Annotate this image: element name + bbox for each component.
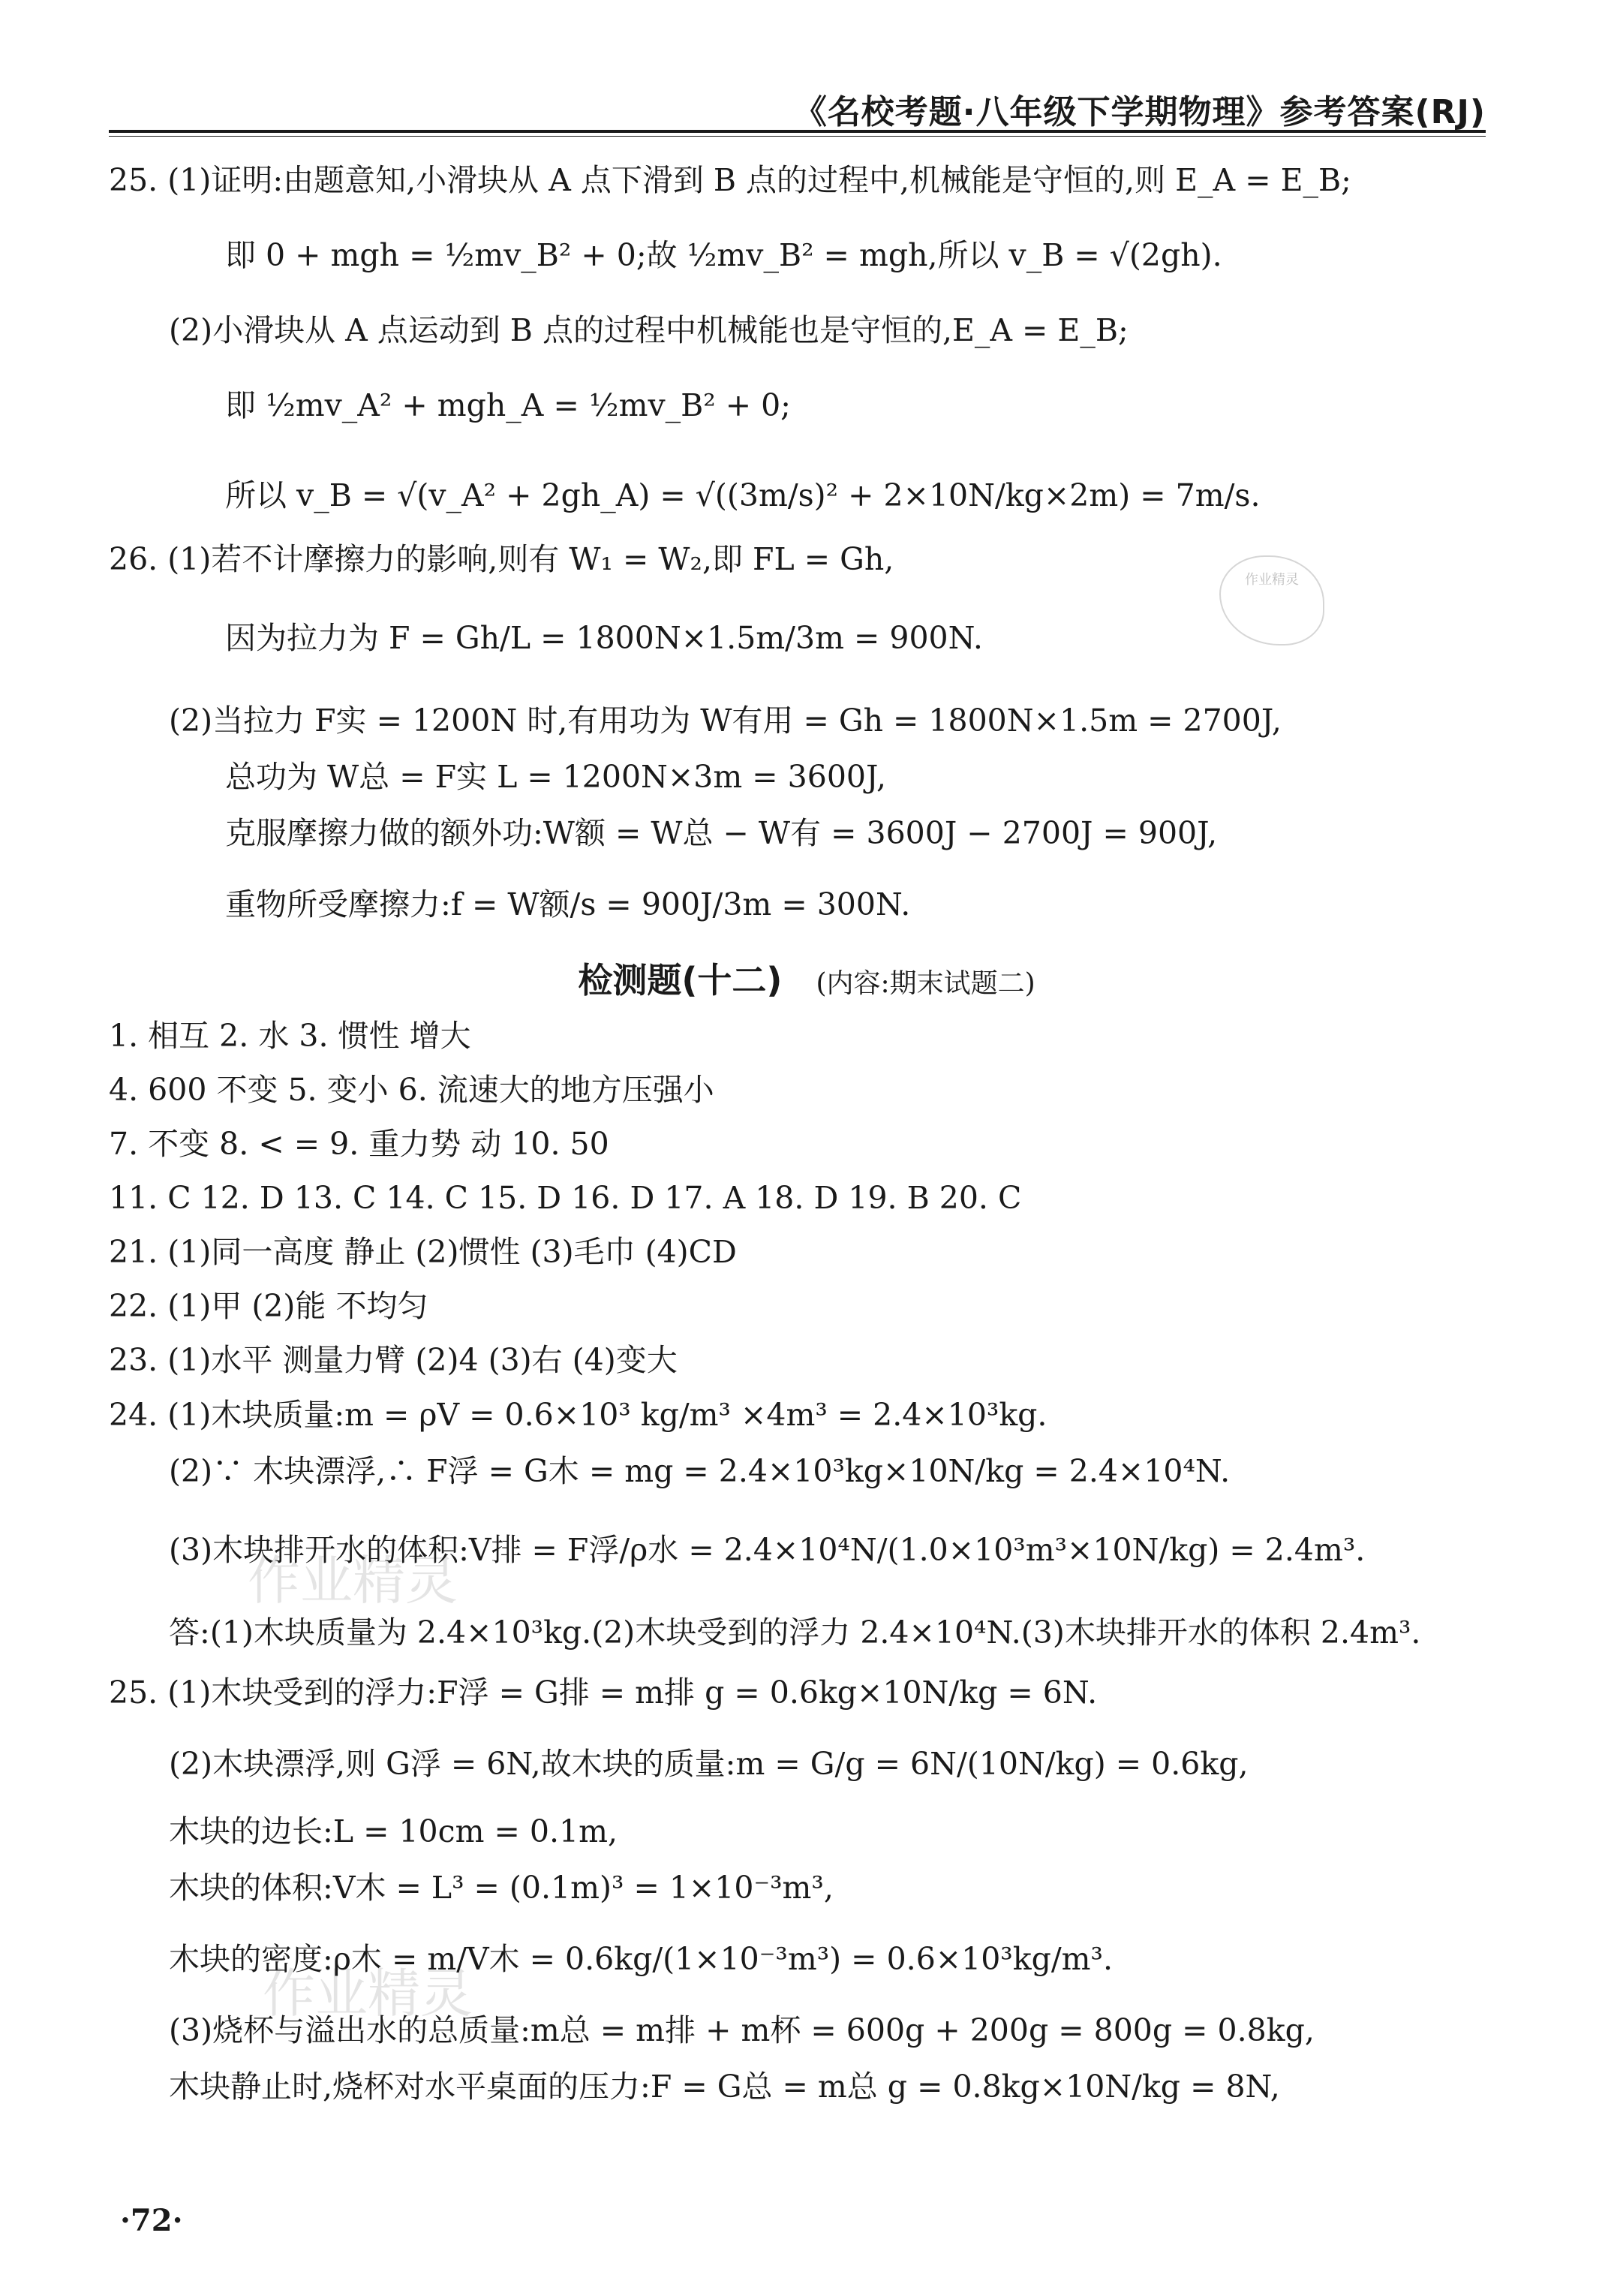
answer-line: 答:(1)木块质量为 2.4×10³kg.(2)木块受到的浮力 2.4×10⁴N.(3)木块排开水的体积 2.4m³.: [169, 1614, 1421, 1651]
answer-line: 即 0 + mgh = ½mv_B² + 0;故 ½mv_B² = mgh,所以 v_B = √(2gh).: [225, 237, 1222, 273]
answer-line: (2)小滑块从 A 点运动到 B 点的过程中机械能也是守恒的,E_A = E_B;: [169, 312, 1129, 348]
answer-line: 因为拉力为 F = Gh/L = 1800N×1.5m/3m = 900N.: [225, 620, 983, 656]
page-number: ·72·: [120, 2203, 183, 2238]
header-rule-thick: [109, 130, 1486, 133]
section-title-main: 检测题(十二): [578, 960, 783, 1001]
answer-line: 25. (1)木块受到的浮力:F浮 = G排 = m排 g = 0.6kg×10N/kg = 6N.: [109, 1675, 1098, 1711]
answer-line: 所以 v_B = √(v_A² + 2gh_A) = √((3m/s)² + 2×10N/kg×2m) = 7m/s.: [225, 477, 1261, 513]
page-header: [109, 71, 1486, 131]
answer-line: 木块的体积:V木 = L³ = (0.1m)³ = 1×10⁻³m³,: [169, 1870, 834, 1906]
answer-line: 木块的密度:ρ木 = m/V木 = 0.6kg/(1×10⁻³m³) = 0.6×10³kg/m³.: [169, 1941, 1113, 1977]
header-rule-thin: [109, 136, 1486, 137]
answer-line: 重物所受摩擦力:f = W额/s = 900J/3m = 300N.: [225, 886, 911, 922]
answer-line: 25. (1)证明:由题意知,小滑块从 A 点下滑到 B 点的过程中,机械能是守恒的,则 E_A = E_B;: [109, 162, 1351, 198]
answer-line: 22. (1)甲 (2)能 不均匀: [109, 1288, 428, 1324]
answer-line: 总功为 W总 = F实 L = 1200N×3m = 3600J,: [225, 759, 887, 795]
answer-line: 23. (1)水平 测量力臂 (2)4 (3)右 (4)变大: [109, 1342, 678, 1378]
answer-line: 木块的边长:L = 10cm = 0.1m,: [169, 1813, 618, 1849]
answer-line: 1. 相互 2. 水 3. 惯性 增大: [109, 1018, 471, 1054]
header-title: 《名校考题·八年级下学期物理》参考答案(RJ): [793, 93, 1486, 131]
answer-line: 11. C 12. D 13. C 14. C 15. D 16. D 17. A 18. D 19. B 20. C: [109, 1180, 1022, 1216]
watermark: 作业精灵: [248, 1550, 458, 1611]
answer-line: 7. 不变 8. < = 9. 重力势 动 10. 50: [109, 1126, 609, 1162]
answer-line: 26. (1)若不计摩擦力的影响,则有 W₁ = W₂,即 FL = Gh,: [109, 541, 894, 577]
answer-line: (2)木块漂浮,则 G浮 = 6N,故木块的质量:m = G/g = 6N/(10N/kg) = 0.6kg,: [169, 1746, 1249, 1782]
stamp-logo: 作业精灵: [1219, 555, 1324, 645]
answer-line: (2)∵ 木块漂浮,∴ F浮 = G木 = mg = 2.4×10³kg×10N/kg = 2.4×10⁴N.: [169, 1453, 1231, 1489]
answer-line: 24. (1)木块质量:m = ρV = 0.6×10³ kg/m³ ×4m³ = 2.4×10³kg.: [109, 1397, 1047, 1433]
watermark: 作业精灵: [263, 1963, 473, 2024]
answer-line: 4. 600 不变 5. 变小 6. 流速大的地方压强小: [109, 1072, 714, 1108]
section-title-subtitle: (内容:期末试题二): [816, 968, 1035, 999]
answer-line: (3)木块排开水的体积:V排 = F浮/ρ水 = 2.4×10⁴N/(1.0×10³m³×10N/kg) = 2.4m³.: [169, 1532, 1366, 1568]
answer-line: (3)烧杯与溢出水的总质量:m总 = m排 + m杯 = 600g + 200g = 800g = 0.8kg,: [169, 2012, 1315, 2048]
section-title: [109, 953, 1504, 1003]
answer-line: 21. (1)同一高度 静止 (2)惯性 (3)毛巾 (4)CD: [109, 1234, 737, 1270]
answer-line: 木块静止时,烧杯对水平桌面的压力:F = G总 = m总 g = 0.8kg×10N/kg = 8N,: [169, 2069, 1280, 2105]
answer-line: (2)当拉力 F实 = 1200N 时,有用功为 W有用 = Gh = 1800N×1.5m = 2700J,: [169, 703, 1282, 739]
answer-line: 即 ½mv_A² + mgh_A = ½mv_B² + 0;: [225, 387, 791, 423]
answer-line: 克服摩擦力做的额外功:W额 = W总 − W有 = 3600J − 2700J = 900J,: [225, 815, 1218, 851]
